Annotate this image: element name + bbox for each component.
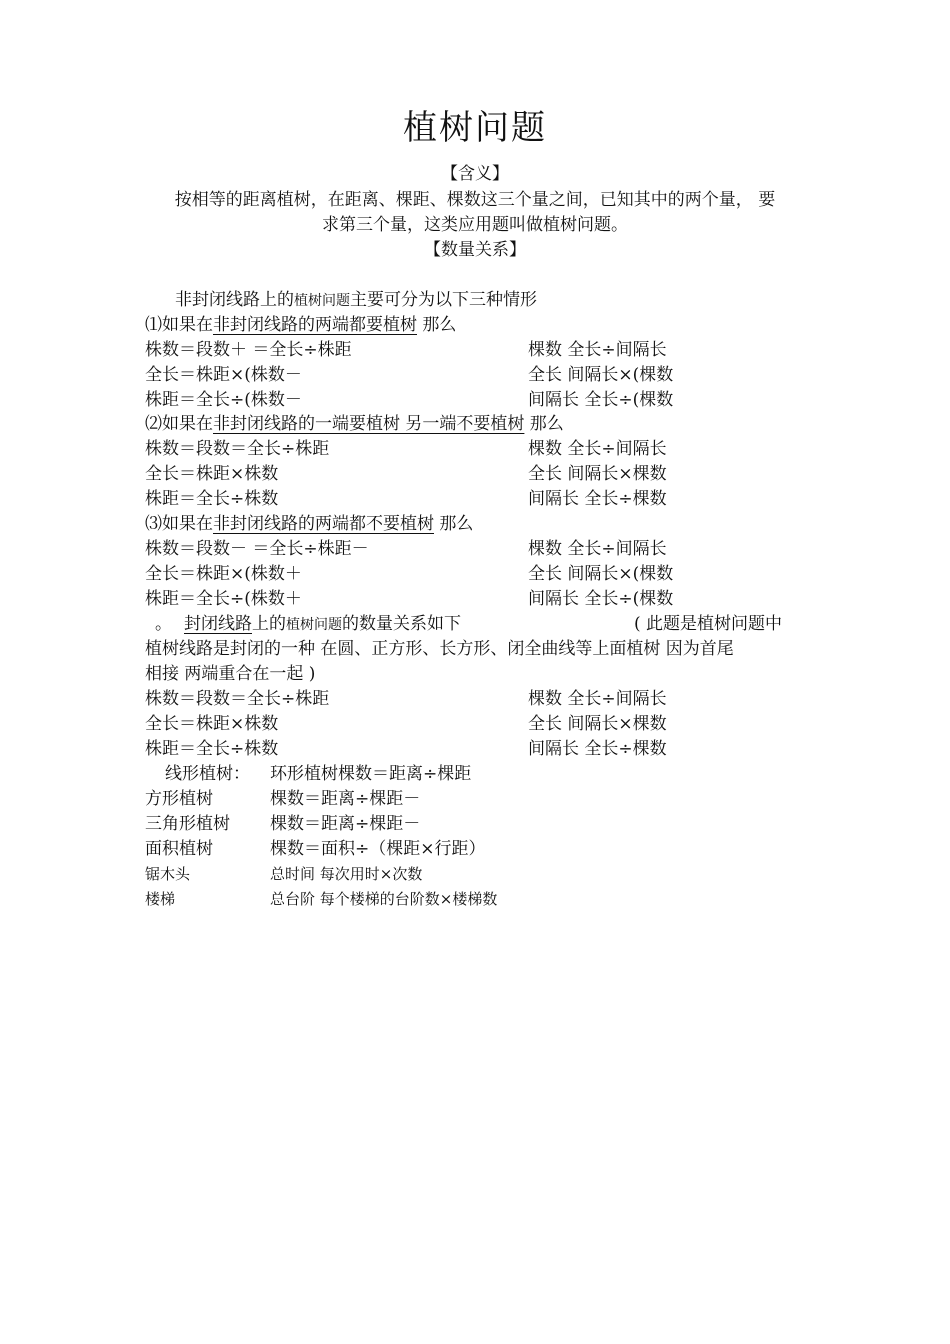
case2-row-1-right: 棵数 全长÷间隔长 (528, 439, 667, 459)
summary-label: 楼梯 (145, 890, 176, 908)
case3-heading (145, 512, 473, 537)
case2-prefix: ⑵如果在 (145, 414, 213, 434)
case2-row-1-left: 株数＝段数＝全长÷株距 (145, 439, 330, 459)
intro-text-a: 非封闭线路上的 (175, 290, 294, 310)
closed-row-3-left: 株距＝全长÷株数 (145, 739, 279, 759)
closed-text-c: 的数量关系如下 (342, 614, 461, 634)
summary-formula: 棵数＝距离÷棵距－ (270, 814, 421, 834)
summary-row (145, 787, 420, 812)
case1-row-2-left: 全长＝株距×(株数－ (145, 365, 302, 385)
case1-row-3-left: 株距＝全长÷(株数－ (145, 390, 302, 410)
closed-row-1-left: 株数＝段数＝全长÷株距 (145, 689, 330, 709)
case1-prefix: ⑴如果在 (145, 315, 213, 335)
closed-note: ( 此题是植树问题中 (634, 614, 783, 634)
case3-row-3-right: 间隔长 全长÷(棵数 (528, 589, 674, 609)
page-title: 植树问题 (403, 108, 547, 148)
closed-heading (155, 612, 461, 638)
case1-row-1-right: 棵数 全长÷间隔长 (528, 340, 667, 360)
meaning-text-line-1: 按相等的距离植树，在距离、棵距、棵数这三个量之间，已知其中的两个量， 要 (174, 190, 776, 210)
closed-note-line-3: 相接 两端重合在一起 ) (145, 664, 316, 684)
summary-row (145, 837, 486, 862)
case1-row-1-left: 株数＝段数＋ ＝全长÷株距 (145, 340, 352, 360)
closed-text-b: 植树问题 (286, 617, 342, 633)
case1-row-3-right: 间隔长 全长÷(棵数 (528, 390, 674, 410)
case2-row-2-left: 全长＝株距×株数 (145, 464, 279, 484)
summary-row (165, 762, 471, 787)
case3-row-3-left: 株距＝全长÷(株数＋ (145, 589, 302, 609)
closed-text-a: 上的 (252, 614, 286, 634)
case3-prefix: ⑶如果在 (145, 514, 213, 534)
case2-suffix: 那么 (524, 414, 564, 434)
case2-row-3-right: 间隔长 全长÷棵数 (528, 489, 667, 509)
intro-text-c: 主要可分为以下三种情形 (350, 290, 537, 310)
closed-dot: 。 (155, 614, 172, 634)
intro-text-b: 植树问题 (294, 293, 350, 309)
case2-row-3-left: 株距＝全长÷株数 (145, 489, 279, 509)
meaning-heading: 【含义】 (441, 164, 509, 184)
closed-note-line-2: 植树线路是封闭的一种 在圆、正方形、长方形、闭全曲线等上面植树 因为首尾 (145, 639, 734, 659)
summary-formula: 总台阶 每个楼梯的台阶数×楼梯数 (270, 890, 498, 908)
case1-underlined: 非封闭线路的两端都要植树 (213, 315, 417, 335)
closed-row-2-right: 全长 间隔长×棵数 (528, 714, 667, 734)
case1-suffix: 那么 (417, 315, 457, 335)
summary-formula: 总时间 每次用时×次数 (270, 865, 423, 883)
summary-label: 方形植树 (145, 789, 213, 809)
summary-label: 三角形植树 (145, 814, 230, 834)
case2-underlined: 非封闭线路的一端要植树 另一端不要植树 (213, 414, 525, 434)
summary-row (145, 812, 420, 837)
case2-heading (145, 412, 564, 437)
case3-row-2-right: 全长 间隔长×(棵数 (528, 564, 674, 584)
intro-line (175, 288, 537, 314)
case3-suffix: 那么 (434, 514, 474, 534)
summary-label: 面积植树 (145, 839, 213, 859)
summary-formula: 棵数＝面积÷（棵距×行距） (270, 839, 486, 859)
summary-row (145, 862, 422, 887)
meaning-text-line-2: 求第三个量，这类应用题叫做植树问题。 (322, 215, 628, 235)
case1-heading (145, 313, 456, 338)
case3-row-1-right: 棵数 全长÷间隔长 (528, 539, 667, 559)
case3-row-1-left: 株数＝段数－ ＝全长÷株距－ (145, 539, 369, 559)
closed-row-2-left: 全长＝株距×株数 (145, 714, 279, 734)
case3-row-2-left: 全长＝株距×(株数＋ (145, 564, 302, 584)
summary-label: 线形植树： (165, 764, 250, 784)
case1-row-2-right: 全长 间隔长×(棵数 (528, 365, 674, 385)
closed-row-3-right: 间隔长 全长÷棵数 (528, 739, 667, 759)
closed-underlined: 封闭线路 (184, 614, 252, 634)
summary-formula: 棵数＝距离÷棵距－ (270, 789, 421, 809)
summary-row (145, 887, 497, 912)
summary-formula: 环形植树棵数＝距离÷棵距 (270, 764, 472, 784)
closed-row-1-right: 棵数 全长÷间隔长 (528, 689, 667, 709)
case3-underlined: 非封闭线路的两端都不要植树 (213, 514, 434, 534)
case2-row-2-right: 全长 间隔长×棵数 (528, 464, 667, 484)
relations-heading: 【数量关系】 (424, 240, 526, 260)
summary-label: 锯木头 (145, 865, 191, 883)
